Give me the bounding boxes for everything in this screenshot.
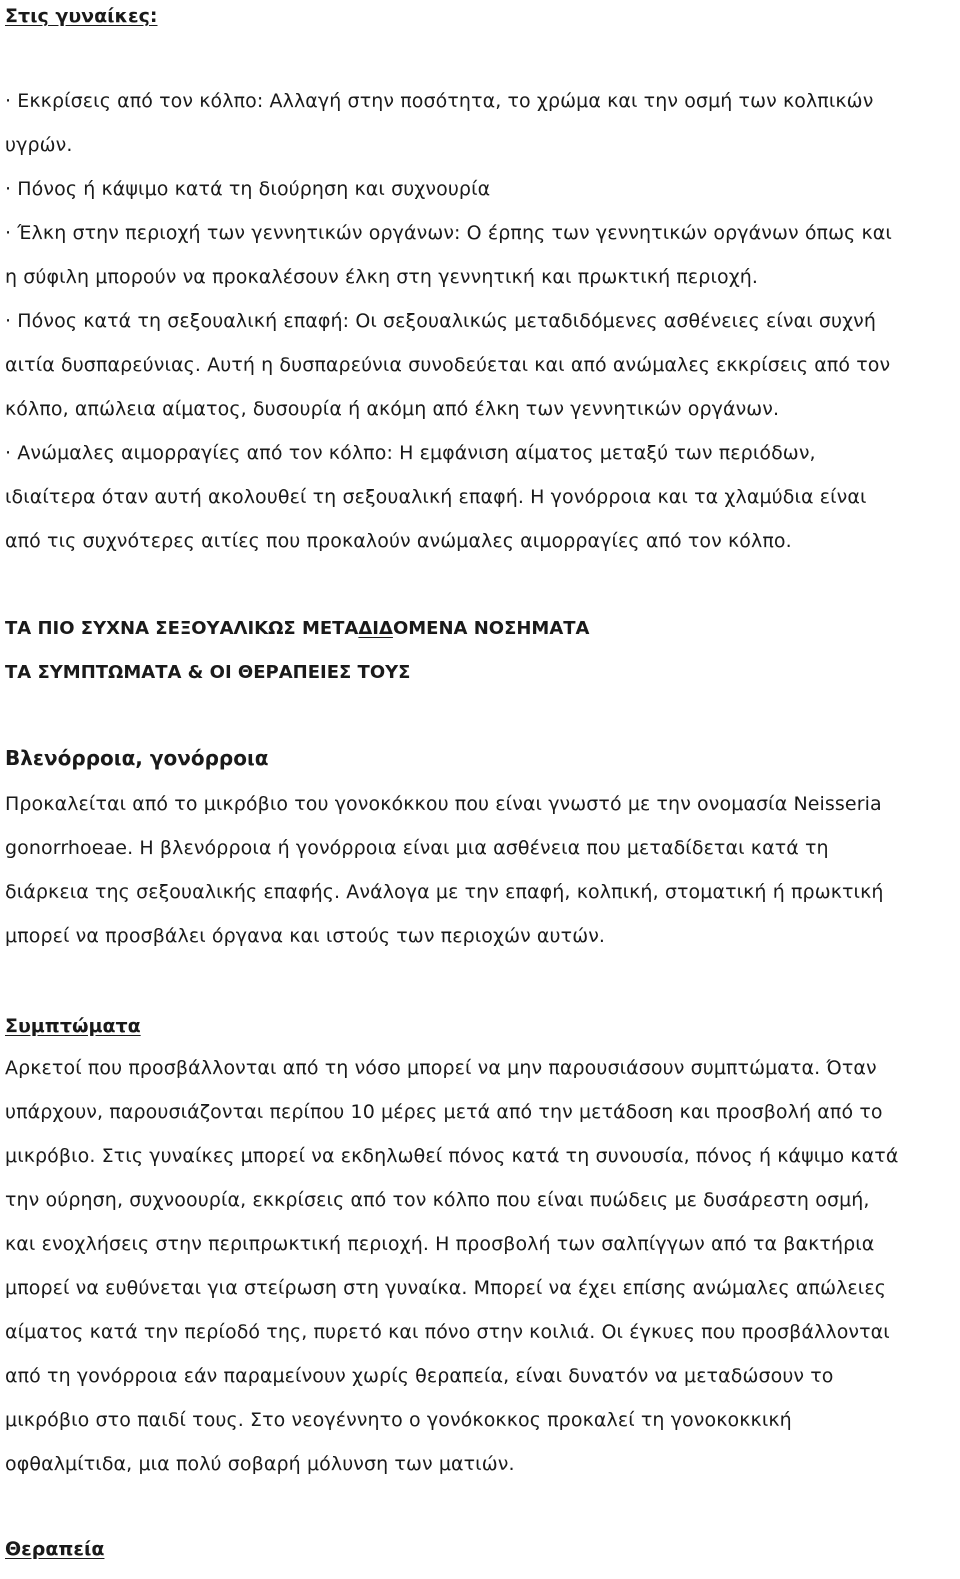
main-title-underlined-part: ΔΙΔ: [358, 618, 393, 639]
symptoms-paragraph: [5, 1046, 955, 1486]
main-title-part-b: ΟΜΕΝΑ ΝΟΣΗΜΑΤΑ: [392, 618, 590, 639]
text-line: από τις συχνότερες αιτίες που προκαλούν ανώμαλες αιμορραγίες από τον κόλπο.: [5, 530, 792, 552]
text-line: κόλπο, απώλεια αίματος, δυσουρία ή ακόμη από έλκη των γεννητικών οργάνων.: [5, 398, 780, 420]
text-line: gonorrhoeae. Η βλενόρροια ή γονόρροια είναι μια ασθένεια που μεταδίδεται κατά τη: [5, 837, 829, 859]
text-line: μπορεί να προσβάλει όργανα και ιστούς των περιοχών αυτών.: [5, 925, 606, 947]
text-line: · Πόνος ή κάψιμο κατά τη διούρηση και συχνουρία: [5, 178, 491, 200]
text-line: αιτία δυσπαρεύνιας. Αυτή η δυσπαρεύνια συνοδεύεται και από ανώμαλες εκκρίσεις από τον: [5, 354, 891, 376]
text-line: υπάρχουν, παρουσιάζονται περίπου 10 μέρες μετά από την μετάδοση και προσβολή από το: [5, 1101, 883, 1123]
text-line: · Ανώμαλες αιμορραγίες από τον κόλπο: Η εμφάνιση αίματος μεταξύ των περιόδων,: [5, 442, 816, 464]
women-symptoms-list: [5, 79, 950, 563]
text-line: και ενοχλήσεις στην περιπρωκτική περιοχή. Η προσβολή των σαλπίγγων από τα βακτήρια: [5, 1233, 875, 1255]
text-line: υγρών.: [5, 134, 73, 156]
text-line: μικρόβιο. Στις γυναίκες μπορεί να εκδηλωθεί πόνος κατά τη συνουσία, πόνος ή κάψιμο κατά: [5, 1145, 899, 1167]
text-line: ιδιαίτερα όταν αυτή ακολουθεί τη σεξουαλική επαφή. Η γονόρροια και τα χλαμύδια είναι: [5, 486, 867, 508]
text-line: η σύφιλη μπορούν να προκαλέσουν έλκη στη γεννητική και πρωκτική περιοχή.: [5, 266, 759, 288]
text-line: μικρόβιο στο παιδί τους. Στο νεογέννητο ο γονόκοκκος προκαλεί τη γονοκοκκική: [5, 1409, 792, 1431]
text-line: διάρκεια της σεξουαλικής επαφής. Ανάλογα με την επαφή, κολπική, στοματική ή πρωκτική: [5, 881, 884, 903]
text-line: · Εκκρίσεις από τον κόλπο: Αλλαγή στην ποσότητα, το χρώμα και την οσμή των κολπικών: [5, 90, 874, 112]
text-line: από τη γονόρροια εάν παραμείνουν χωρίς θεραπεία, είναι δυνατόν να μεταδώσουν το: [5, 1365, 834, 1387]
gonorrhea-paragraph: [5, 782, 950, 958]
text-line: την ούρηση, συχνοουρία, εκκρίσεις από τον κόλπο που είναι πυώδεις με δυσάρεστη οσμή,: [5, 1189, 870, 1211]
main-title-line-2: ΤΑ ΣΥΜΠΤΩΜΑΤΑ & ΟΙ ΘΕΡΑΠΕΙΕΣ ΤΟΥΣ: [5, 662, 411, 683]
main-title-part-a: ΤΑ ΠΙΟ ΣΥΧΝΑ ΣΕΞΟΥΑΛΙΚΩΣ ΜΕΤΑ: [5, 618, 359, 639]
text-line: · Πόνος κατά τη σεξουαλική επαφή: Οι σεξουαλικώς μεταδιδόμενες ασθένειες είναι συχνή: [5, 310, 877, 332]
text-line: · Έλκη στην περιοχή των γεννητικών οργάνων: Ο έρπης των γεννητικών οργάνων όπως και: [5, 222, 892, 244]
text-line: Προκαλείται από το μικρόβιο του γονοκόκκου που είναι γνωστό με την ονομασία Neisseria: [5, 793, 882, 815]
section-heading-symptoms: Συμπτώματα: [5, 1015, 141, 1037]
text-line: αίματος κατά την περίοδό της, πυρετό και πόνο στην κοιλιά. Οι έγκυες που προσβάλλονται: [5, 1321, 890, 1343]
section-heading-gonorrhea: Βλενόρροια, γονόρροια: [5, 746, 269, 770]
section-heading-women: Στις γυναίκες:: [5, 5, 158, 27]
section-heading-therapy: Θεραπεία: [5, 1538, 105, 1560]
text-line: Αρκετοί που προσβάλλονται από τη νόσο μπορεί να μην παρουσιάσουν συμπτώματα. Όταν: [5, 1057, 877, 1079]
text-line: μπορεί να ευθύνεται για στείρωση στη γυναίκα. Μπορεί να έχει επίσης ανώμαλες απώλειες: [5, 1277, 886, 1299]
text-line: οφθαλμίτιδα, μια πολύ σοβαρή μόλυνση των ματιών.: [5, 1453, 515, 1475]
main-title-line-1: [5, 615, 590, 643]
